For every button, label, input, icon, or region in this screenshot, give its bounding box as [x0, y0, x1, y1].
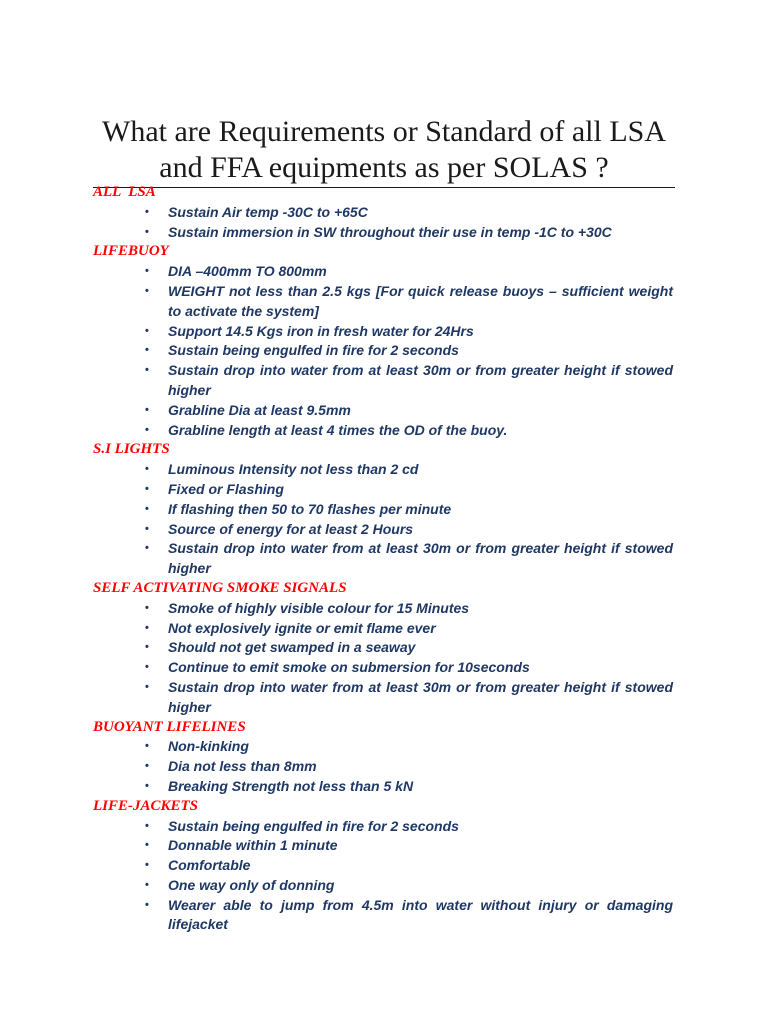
bullet-icon: • — [145, 344, 149, 357]
bullet-icon: • — [145, 403, 149, 416]
list-item — [93, 262, 673, 282]
list-item — [93, 638, 673, 658]
list-item — [93, 460, 673, 480]
list-item-text: Fixed or Flashing — [168, 480, 284, 497]
list-item-text: Smoke of highly visible colour for 15 Minutes — [168, 599, 470, 616]
bullet-list — [93, 599, 673, 718]
list-item-text: Should not get swamped in a seaway — [168, 639, 416, 656]
section-heading: ALL LSA — [93, 184, 156, 200]
list-item-text: Grabline length at least 4 times the OD of the buoy. — [168, 421, 508, 438]
section-heading: SELF ACTIVATING SMOKE SIGNALS — [93, 579, 347, 596]
list-item-text: Grabline Dia at least 9.5mm — [168, 401, 351, 418]
list-item — [93, 658, 673, 678]
list-item — [93, 856, 673, 876]
bullet-icon: • — [145, 522, 149, 535]
list-item-text: Sustain Air temp -30C to +65C — [168, 203, 368, 220]
bullet-icon: • — [145, 502, 149, 515]
list-item-text: Sustain drop into water from at least 30m or from greater height if stowed higher — [168, 540, 673, 577]
list-item — [93, 757, 673, 777]
list-item — [93, 539, 673, 579]
list-item-text: Source of energy for at least 2 Hours — [168, 520, 414, 537]
bullet-icon: • — [145, 265, 149, 278]
bullet-icon: • — [145, 661, 149, 674]
list-item — [93, 322, 673, 342]
bullet-icon: • — [145, 225, 149, 238]
list-item — [93, 777, 673, 797]
list-item-text: Support 14.5 Kgs iron in fresh water for 24Hrs — [168, 322, 474, 339]
list-item-text: One way only of donning — [168, 876, 335, 893]
bullet-list — [93, 460, 673, 579]
list-item — [93, 599, 673, 619]
bullet-icon: • — [145, 760, 149, 773]
list-item — [93, 282, 673, 322]
list-item — [93, 678, 673, 718]
bullet-list — [93, 737, 673, 796]
bullet-icon: • — [145, 740, 149, 753]
list-item-text: Sustain being engulfed in fire for 2 seconds — [168, 342, 459, 359]
bullet-icon: • — [145, 364, 149, 377]
bullet-list — [93, 262, 673, 440]
bullet-list — [93, 203, 673, 243]
list-item-text: Dia not less than 8mm — [168, 758, 317, 775]
list-item-text: Sustain drop into water from at least 30m or from greater height if stowed higher — [168, 678, 673, 715]
bullet-icon: • — [145, 601, 149, 614]
list-item-text: Sustain being engulfed in fire for 2 seconds — [168, 817, 459, 834]
list-item-text: Sustain immersion in SW throughout their use in temp -1C to +30C — [168, 223, 612, 240]
section-heading: LIFE-JACKETS — [93, 797, 199, 814]
list-item-text: Donnable within 1 minute — [168, 837, 338, 854]
list-item — [93, 401, 673, 421]
bullet-icon: • — [145, 839, 149, 852]
list-item-text: Luminous Intensity not less than 2 cd — [168, 461, 419, 478]
list-item — [93, 341, 673, 361]
list-item-text: Not explosively ignite or emit flame ever — [168, 619, 436, 636]
bullet-icon: • — [145, 463, 149, 476]
bullet-icon: • — [145, 641, 149, 654]
list-item-text: If flashing then 50 to 70 flashes per minute — [168, 500, 452, 517]
list-item — [93, 896, 673, 936]
list-item-text: Sustain drop into water from at least 30m or from greater height if stowed higher — [168, 362, 673, 398]
page-title: What are Requirements or Standard of all LSA and FFA equipments as per SOLAS ? — [93, 114, 675, 188]
bullet-icon: • — [145, 205, 149, 218]
list-item-text: WEIGHT not less than 2.5 kgs [For quick release buoys – sufficient weight to activate the system] — [168, 282, 673, 319]
bullet-icon: • — [145, 621, 149, 634]
bullet-icon: • — [145, 878, 149, 891]
list-item-text: Continue to emit smoke on submersion for 10seconds — [168, 659, 530, 676]
bullet-icon: • — [145, 898, 149, 911]
list-item — [93, 500, 673, 520]
list-item-text: Non-kinking — [168, 738, 249, 755]
section-heading: BUOYANT LIFELINES — [93, 718, 246, 735]
bullet-icon: • — [145, 819, 149, 832]
list-item — [93, 876, 673, 896]
list-item — [93, 223, 673, 243]
bullet-icon: • — [145, 680, 149, 693]
bullet-icon: • — [145, 482, 149, 495]
bullet-icon: • — [145, 859, 149, 872]
list-item-text: Wearer able to jump from 4.5m into water without injury or damaging lifejacket — [168, 896, 673, 933]
list-item — [93, 836, 673, 856]
bullet-icon: • — [145, 284, 149, 297]
bullet-icon: • — [145, 423, 149, 436]
list-item — [93, 421, 673, 441]
list-item-text: Comfortable — [168, 857, 251, 874]
section-heading: S.I LIGHTS — [93, 441, 170, 458]
list-item — [93, 817, 673, 837]
bullet-icon: • — [145, 542, 149, 555]
list-item — [93, 480, 673, 500]
bullet-list — [93, 817, 673, 936]
list-item-text: Breaking Strength not less than 5 kN — [168, 777, 414, 794]
section-heading: LIFEBUOY — [93, 243, 169, 260]
list-item — [93, 361, 673, 401]
list-item-text: DIA –400mm TO 800mm — [168, 263, 327, 280]
bullet-icon: • — [145, 324, 149, 337]
list-item — [93, 203, 673, 223]
bullet-icon: • — [145, 779, 149, 792]
list-item — [93, 619, 673, 639]
document-body — [93, 183, 673, 935]
list-item — [93, 737, 673, 757]
list-item — [93, 520, 673, 540]
